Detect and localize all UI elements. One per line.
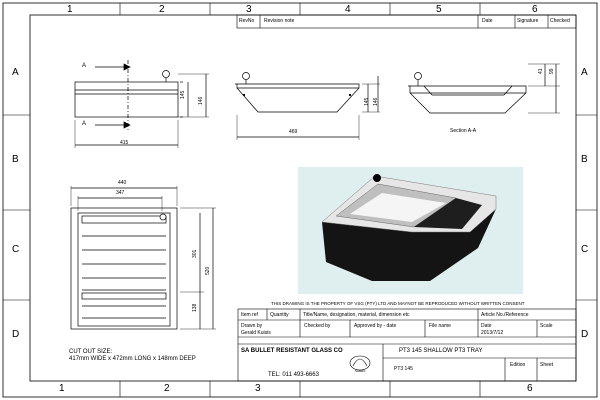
date-label: Date (481, 323, 492, 329)
side-view (75, 60, 209, 148)
zone-row-b-right: B (581, 154, 588, 165)
checked-header: Checked (550, 18, 570, 24)
dim-section-99: 99 (549, 68, 555, 74)
zone-col-1-bottom: 1 (59, 383, 65, 394)
front-view (235, 73, 380, 141)
approved-by-label: Approved by - date (354, 323, 397, 329)
zone-col-4-top: 4 (345, 4, 351, 15)
rev-no-header: RevNo (239, 18, 255, 24)
zone-col-6-top: 6 (532, 4, 538, 15)
edition-label: Edition (510, 362, 526, 368)
drawn-by-name: Gerald Kuisis (241, 330, 271, 336)
article-no-label: Article No./Reference (481, 312, 529, 318)
zone-col-2-bottom: 2 (164, 383, 170, 394)
dim-side-146: 146 (198, 96, 204, 105)
zone-row-c-right: C (581, 244, 589, 255)
zone-col-1-top: 1 (67, 4, 73, 15)
dim-front-146: 146 (373, 97, 379, 106)
checked-by-label: Checked by (304, 323, 331, 329)
telephone: TEL: 011 493-6663 (268, 372, 319, 378)
section-aa-label: Section A-A (450, 128, 477, 134)
scale-label: Scale (540, 323, 553, 329)
zone-col-5-top: 5 (436, 4, 442, 15)
zone-row-c-left: C (12, 244, 20, 255)
dim-plan-440: 440 (118, 180, 127, 186)
dim-plan-347: 347 (116, 190, 125, 196)
section-marker-bottom: A (82, 121, 87, 127)
sheet-label: Sheet (540, 362, 554, 368)
company-name: SA BULLET RESISTANT GLASS CO (241, 348, 343, 354)
item-ref-label: Item ref (241, 312, 258, 318)
cutout-title: CUT OUT SIZE: (69, 349, 113, 355)
zone-row-a-right: A (581, 67, 588, 78)
zone-col-6-bottom: 6 (527, 383, 533, 394)
dim-plan-301: 301 (192, 249, 198, 258)
cutout-detail: 417mm WIDE x 472mm LONG x 148mm DEEP (69, 356, 196, 362)
zone-row-d-left: D (12, 329, 20, 340)
signature-header: Signature (517, 18, 539, 24)
revision-note-header: Revision note (264, 18, 295, 24)
section-marker-top: A (82, 63, 87, 69)
dim-section-41: 41 (538, 68, 544, 74)
company-logo (350, 356, 370, 370)
title-name-label: Title/Name, designation, material, dimension etc (303, 312, 410, 318)
file-name-label: File name (429, 323, 451, 329)
dim-side-415: 415 (120, 140, 129, 146)
zone-row-d-right: D (581, 329, 589, 340)
dim-front-145: 145 (364, 97, 370, 106)
zone-row-b-left: B (12, 154, 19, 165)
property-notice: THIS DRAWING IS THE PROPERTY OF VSG (PTY) LTD AND MAYNOT BE REPRODUCED WITHOUT WRITTEN CONSENT (271, 301, 525, 306)
zone-col-3-bottom: 3 (255, 383, 261, 394)
dim-plan-520: 520 (205, 266, 211, 275)
dim-plan-138: 138 (192, 303, 198, 312)
zone-row-a-left: A (12, 67, 19, 78)
part-number: PT3 145 (394, 366, 413, 372)
logo-text: SABRG (355, 369, 366, 373)
drawing-title: PT3 145 SHALLOW PT3 TRAY (399, 348, 483, 354)
zone-col-2-top: 2 (159, 4, 165, 15)
date-value: 2013/7/12 (481, 330, 504, 336)
date-header: Date (482, 18, 493, 24)
quantity-label: Quantity (270, 312, 289, 318)
zone-col-3-top: 3 (246, 4, 252, 15)
drawn-by-label: Drawn by (241, 323, 263, 329)
dim-front-469: 469 (289, 129, 298, 135)
dim-side-145: 145 (180, 90, 186, 99)
